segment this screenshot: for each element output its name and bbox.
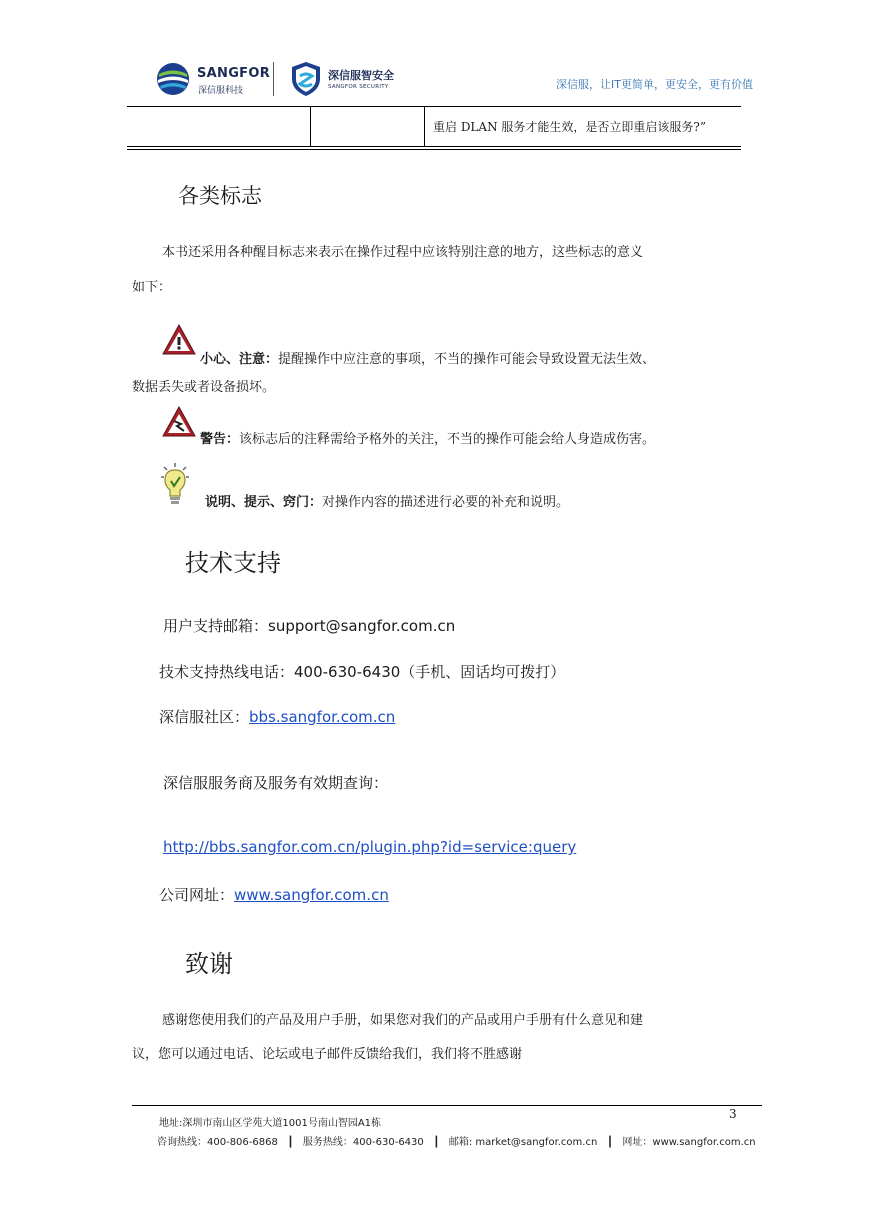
hotline-number: 400-630-6430（手机、固话均可拨打） (294, 663, 566, 681)
header-divider (273, 62, 274, 96)
hotline-label: 技术支持热线电话： (159, 663, 295, 681)
footer-address: 地址:深圳市南山区学苑大道1001号南山智园A1栋 (159, 1118, 382, 1129)
page-number: 3 (729, 1107, 737, 1121)
lightbulb-icon (160, 462, 190, 506)
warning-triangle-icon (162, 406, 196, 437)
table-column-divider (424, 107, 425, 146)
tip-description (205, 493, 569, 513)
email-label: 用户支持邮箱： (163, 617, 269, 635)
header-slogan: 深信服，让IT更简单，更安全，更有价值 (556, 78, 753, 91)
service-query-link[interactable]: http://bbs.sangfor.com.cn/plugin.php?id=service:query (163, 838, 577, 856)
table-cell: 重启 DLAN 服务才能生效，是否立即重启该服务?” (433, 120, 706, 134)
thanks-paragraph-cont: 议，您可以通过电话、论坛或电子邮件反馈给我们，我们将不胜感谢 (132, 1047, 523, 1062)
support-email: support@sangfor.com.cn (268, 617, 456, 635)
caution-label: 小心、注意： (200, 352, 279, 367)
company-website-link[interactable]: www.sangfor.com.cn (234, 886, 389, 904)
caution-description-cont: 数据丢失或者设备损坏。 (132, 380, 276, 395)
service-query-label: 深信服服务商及服务有效期查询： (163, 774, 389, 792)
tip-text: 对操作内容的描述进行必要的补充和说明。 (322, 495, 570, 510)
intro-paragraph: 本书还采用各种醒目标志来表示在操作过程中应该特别注意的地方，这些标志的意义 (162, 245, 644, 260)
caution-description (200, 350, 655, 370)
table-column-divider (310, 107, 311, 146)
security-brand-en: SANGFOR SECURITY (328, 84, 389, 90)
site-label: 公司网址： (159, 886, 235, 904)
caution-text: 提醒操作中应注意的事项，不当的操作可能会导致设置无法生效、 (278, 352, 656, 367)
support-email-line (163, 615, 455, 636)
footer-divider (132, 1105, 762, 1106)
company-website-line (159, 884, 389, 905)
bbs-link[interactable]: bbs.sangfor.com.cn (249, 708, 396, 726)
brand-name-cn: 深信服科技 (198, 86, 244, 96)
table-bottom-border (127, 146, 741, 147)
warning-label: 警告： (200, 432, 240, 447)
support-hotline-line (159, 661, 565, 682)
table-bottom-border (127, 149, 741, 150)
community-line (159, 706, 395, 727)
section-title-thanks: 致谢 (185, 950, 233, 978)
sangfor-logo-icon (156, 62, 190, 96)
bbs-label: 深信服社区： (159, 708, 250, 726)
caution-triangle-icon (162, 324, 196, 355)
tip-label: 说明、提示、窍门： (205, 495, 323, 510)
warning-description (200, 430, 655, 450)
section-title-support: 技术支持 (185, 549, 281, 577)
warning-text: 该标志后的注释需给予格外的关注，不当的操作可能会给人身造成伤害。 (239, 432, 656, 447)
table-top-border (127, 106, 741, 107)
security-shield-icon (290, 61, 322, 97)
brand-name-en: SANGFOR (197, 66, 271, 81)
footer-contacts: 咨询热线：400-806-6868 ┃ 服务热线：400-630-6430 ┃ 邮箱: market@sangfor.com.cn ┃ 网址：www.sangfor.com.cn (157, 1137, 756, 1148)
thanks-paragraph: 感谢您使用我们的产品及用户手册，如果您对我们的产品或用户手册有什么意见和建 (162, 1013, 644, 1028)
security-brand-cn: 深信服智安全 (328, 69, 394, 82)
section-title-signs: 各类标志 (178, 184, 262, 208)
intro-paragraph-cont: 如下： (132, 280, 172, 295)
